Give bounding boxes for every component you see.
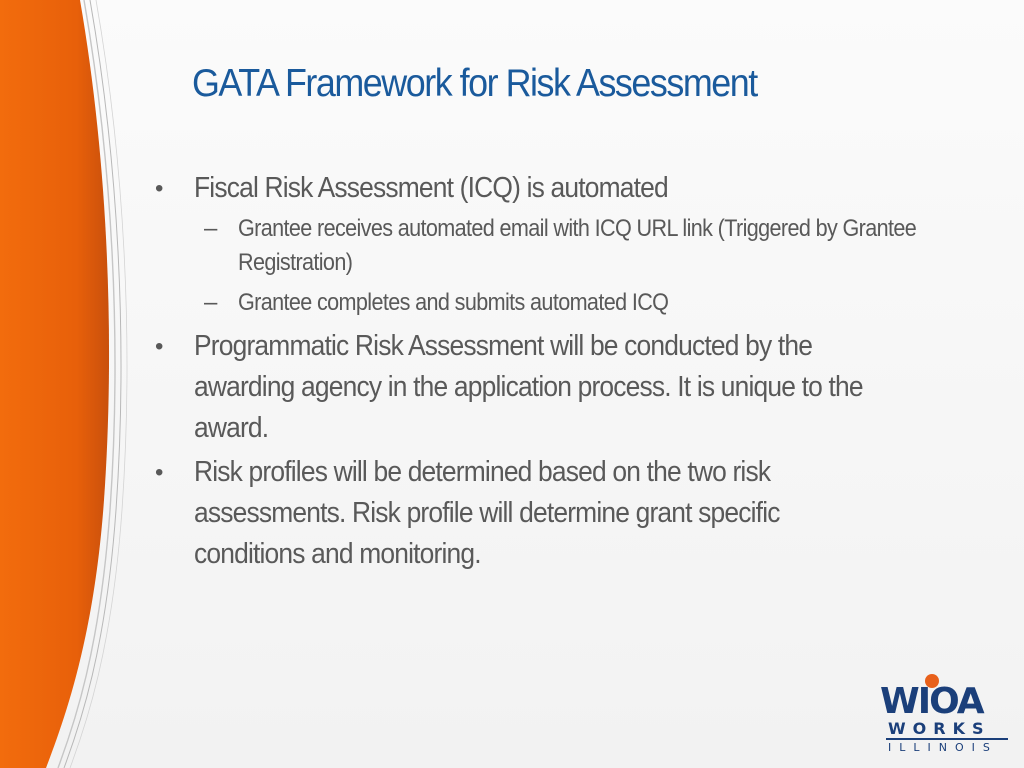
- sub-bullet-symbol: –: [204, 215, 217, 242]
- logo-divider: [886, 738, 1008, 740]
- bullet-symbol: •: [155, 459, 163, 486]
- decorative-swoosh: [0, 0, 140, 768]
- sub-bullet-item: [150, 286, 950, 320]
- bullet-item: [150, 452, 950, 575]
- logo-illinois-text: ILLINOIS: [888, 741, 998, 754]
- sub-bullet-symbol: –: [204, 289, 217, 316]
- bullet-item: [150, 168, 950, 209]
- bullet-list: [150, 168, 950, 578]
- logo-works-text: WORKS: [888, 719, 991, 738]
- wioa-works-illinois-logo: [878, 674, 1010, 756]
- bullet-symbol: •: [155, 333, 163, 360]
- bullet-item: [150, 326, 950, 449]
- logo-wioa-text: WIOA: [880, 681, 983, 722]
- sub-bullet-text: Grantee completes and submits automated ICQ: [238, 289, 669, 316]
- bullet-text: Programmatic Risk Assessment will be conducted by the awarding agency in the application process. It is unique to the award.: [194, 330, 863, 444]
- sub-bullet-item: [150, 212, 950, 280]
- bullet-text: Fiscal Risk Assessment (ICQ) is automated: [194, 172, 668, 204]
- bullet-symbol: •: [155, 175, 163, 202]
- slide-title: GATA Framework for Risk Assessment: [192, 62, 757, 105]
- sub-bullet-text: Grantee receives automated email with ICQ URL link (Triggered by Grantee Registration): [238, 215, 917, 276]
- bullet-text: Risk profiles will be determined based on the two risk assessments. Risk profile will determine grant specific conditions and monitoring.: [194, 456, 780, 570]
